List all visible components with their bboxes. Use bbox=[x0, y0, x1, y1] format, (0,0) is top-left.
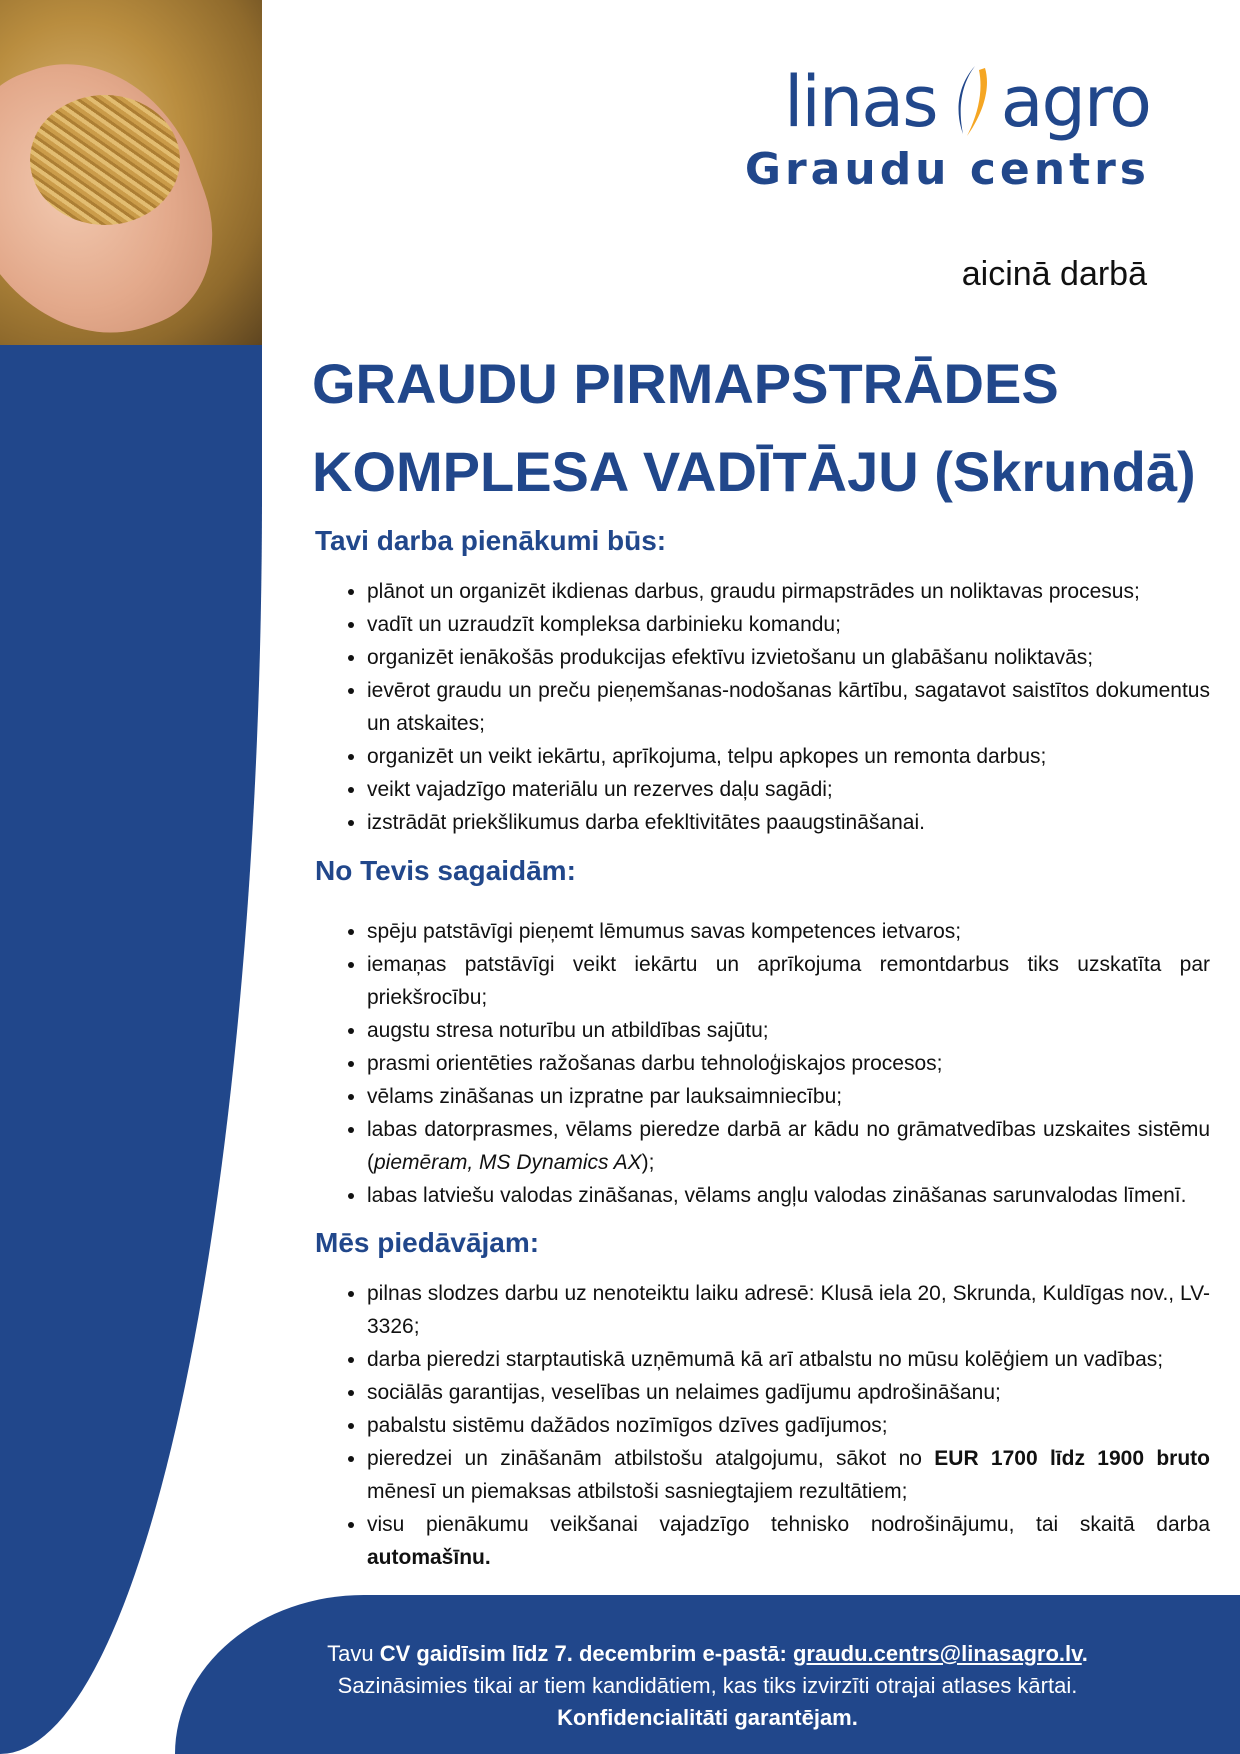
list-item: • prasmi orientēties ražošanas darbu tehnoloģiskajos procesos; bbox=[367, 1047, 1210, 1080]
list-item: • vadīt un uzraudzīt kompleksa darbinieku komandu; bbox=[367, 608, 1210, 641]
software-example: piemēram, MS Dynamics AX bbox=[374, 1151, 642, 1174]
list-item: • vēlams zināšanas un izpratne par lauksaimniecību; bbox=[367, 1080, 1210, 1113]
company-car: automašīnu. bbox=[367, 1546, 491, 1569]
footer-line-3: Konfidencialitāti garantējam. bbox=[557, 1705, 858, 1730]
expectations-list bbox=[315, 915, 1210, 1212]
expectations-section bbox=[315, 855, 1210, 1212]
list-item: • labas latviešu valodas zināšanas, vēlams angļu valodas zināšanas sarunvalodas līmenī. bbox=[367, 1179, 1210, 1212]
list-item: • augstu stresa noturību un atbildības sajūtu; bbox=[367, 1014, 1210, 1047]
list-item: • ievērot graudu un preču pieņemšanas-nodošanas kārtību, sagatavot saistītos dokumentus un atskaites; bbox=[367, 674, 1210, 740]
list-item: • labas datorprasmes, vēlams pieredze darbā ar kādu no grāmatvedības uzskaites sistēmu (piemēram, MS Dynamics AX); bbox=[367, 1113, 1210, 1179]
expectations-heading: No Tevis sagaidām: bbox=[315, 855, 576, 886]
footer-line-1: Tavu CV gaidīsim līdz 7. decembrim e-pastā: graudu.centrs@linasagro.lv. bbox=[327, 1641, 1088, 1666]
company-logo bbox=[730, 62, 1150, 195]
offer-heading: Mēs piedāvājam: bbox=[315, 1227, 540, 1258]
list-item: • pilnas slodzes darbu uz nenoteiktu laiku adresē: Klusā iela 20, Skrunda, Kuldīgas nov., LV-3326; bbox=[367, 1277, 1210, 1343]
list-item: • darba pieredzi starptautiskā uzņēmumā kā arī atbalstu no mūsu kolēģiem un vadības; bbox=[367, 1343, 1210, 1376]
list-item: • organizēt un veikt iekārtu, aprīkojuma, telpu apkopes un remonta darbus; bbox=[367, 740, 1210, 773]
list-item: • spēju patstāvīgi pieņemt lēmumus savas kompetences ietvaros; bbox=[367, 915, 1210, 948]
list-item: • iemaņas patstāvīgi veikt iekārtu un aprīkojuma remontdarbus tiks uzskatīta par priekšrocību; bbox=[367, 948, 1210, 1014]
list-item: • organizēt ienākošās produkcijas efektīvu izvietošanu un glabāšanu noliktavās; bbox=[367, 641, 1210, 674]
list-item: • izstrādāt priekšlikumus darba efekltivitātes paaugstināšanai. bbox=[367, 806, 1210, 839]
list-item: • visu pienākumu veikšanai vajadzīgo tehnisko nodrošinājumu, tai skaitā darba automašīnu. bbox=[367, 1508, 1210, 1574]
logo-word-agro: agro bbox=[1000, 61, 1150, 143]
logo-swoosh-icon bbox=[945, 62, 993, 142]
list-item: • sociālās garantijas, veselības un nelaimes gadījumu apdrošināšanu; bbox=[367, 1376, 1210, 1409]
list-item: • veikt vajadzīgo materiālu un rezerves daļu sagādi; bbox=[367, 773, 1210, 806]
job-title-line-2: KOMPLESA VADĪTĀJU (Skrundā) bbox=[312, 440, 1196, 503]
offer-section bbox=[315, 1227, 1210, 1574]
job-title-line-1: GRAUDU PIRMAPSTRĀDES bbox=[312, 352, 1059, 415]
grain-pile bbox=[30, 95, 180, 225]
invite-text: aicinā darbā bbox=[961, 255, 1147, 293]
duties-list bbox=[315, 575, 1210, 839]
blue-side-band bbox=[0, 345, 262, 1754]
logo-word-linas: linas bbox=[783, 61, 937, 143]
logo-subtitle: Graudu centrs bbox=[744, 144, 1150, 195]
list-item: • pabalstu sistēmu dažādos nozīmīgos dzīves gadījumos; bbox=[367, 1409, 1210, 1442]
list-item: • plānot un organizēt ikdienas darbus, graudu pirmapstrādes un noliktavas procesus; bbox=[367, 575, 1210, 608]
email-link[interactable]: graudu.centrs@linasagro.lv bbox=[792, 1641, 1082, 1666]
list-item: • pieredzei un zināšanām atbilstošu atalgojumu, sākot no EUR 1700 līdz 1900 bruto mēnesī un piemaksas atbilstoši sasniegtajiem rezultātiem; bbox=[367, 1442, 1210, 1508]
duties-heading: Tavi darba pienākumi būs: bbox=[315, 525, 667, 556]
salary-range: EUR 1700 līdz 1900 bruto bbox=[934, 1447, 1210, 1470]
logo-wordmark bbox=[730, 62, 1150, 142]
job-title bbox=[312, 340, 1196, 516]
footer-contact bbox=[175, 1638, 1240, 1734]
grain-in-hand-photo bbox=[0, 0, 262, 345]
footer-line-2: Sazināsimies tikai ar tiem kandidātiem, kas tiks izvirzīti otrajai atlases kārtai. bbox=[337, 1673, 1078, 1698]
duties-section bbox=[315, 525, 1210, 839]
offer-list bbox=[315, 1277, 1210, 1574]
